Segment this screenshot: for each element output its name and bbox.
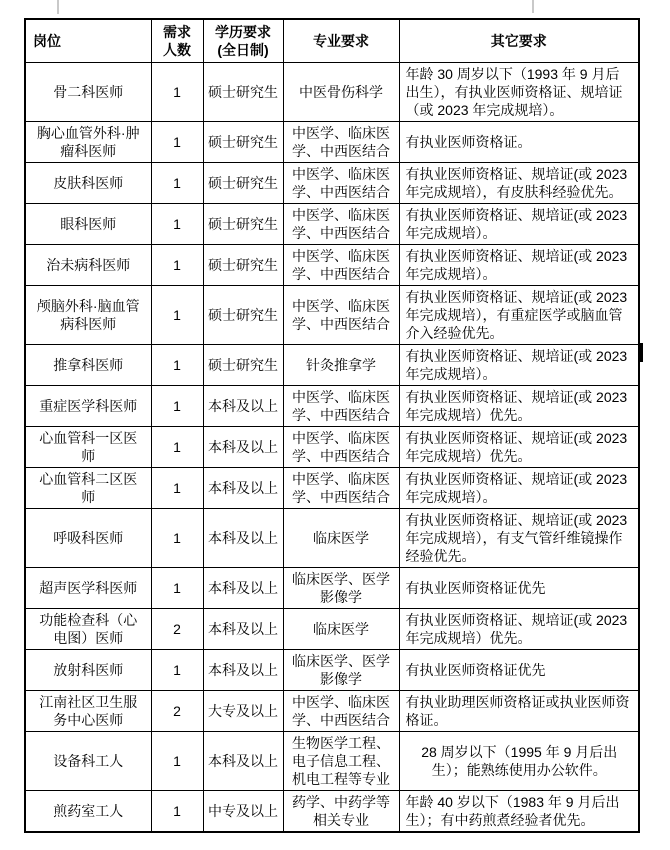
cell-position: 功能检查科（心电图）医师 — [25, 609, 151, 650]
cell-major: 中医学、临床医学、中西医结合 — [283, 691, 399, 732]
header-cell-other: 其它要求 — [399, 19, 639, 63]
table-row — [25, 345, 639, 386]
cell-education: 本科及以上 — [203, 427, 283, 468]
cell-major: 中医学、临床医学、中西医结合 — [283, 286, 399, 345]
table-row — [25, 286, 639, 345]
cell-education: 硕士研究生 — [203, 122, 283, 163]
header-cell-position: 岗位 — [25, 19, 151, 63]
cell-education: 硕士研究生 — [203, 286, 283, 345]
cell-count: 1 — [151, 386, 203, 427]
table-row — [25, 509, 639, 568]
cell-position: 重症医学科医师 — [25, 386, 151, 427]
cell-other: 28 周岁以下（1995 年 9 月后出生）；能熟练使用办公软件。 — [399, 732, 639, 791]
cell-major: 中医学、临床医学、中西医结合 — [283, 245, 399, 286]
table-row — [25, 691, 639, 732]
table-body — [25, 63, 639, 833]
cell-education: 本科及以上 — [203, 650, 283, 691]
table-row — [25, 732, 639, 791]
cell-position: 颅脑外科·脑血管病科医师 — [25, 286, 151, 345]
header-education-line2: (全日制) — [217, 42, 269, 58]
cell-count: 1 — [151, 122, 203, 163]
cell-other: 年龄 40 岁以下（1983 年 9 月后出生）；有中药煎煮经验者优先。 — [399, 791, 639, 833]
cell-major: 中医学、临床医学、中西医结合 — [283, 386, 399, 427]
cell-major: 中医学、临床医学、中西医结合 — [283, 122, 399, 163]
cell-major: 临床医学 — [283, 509, 399, 568]
header-cell-education — [203, 19, 283, 63]
cell-other: 有执业医师资格证优先 — [399, 650, 639, 691]
cell-other: 有执业医师资格证、规培证(或 2023 年完成规培），有皮肤科经验优先。 — [399, 163, 639, 204]
table-row — [25, 650, 639, 691]
header-cell-count — [151, 19, 203, 63]
cell-major: 中医学、临床医学、中西医结合 — [283, 204, 399, 245]
header-count-line1: 需求 — [163, 24, 191, 40]
cell-position: 设备科工人 — [25, 732, 151, 791]
cell-other: 有执业医师资格证、规培证(或 2023 年完成规培），有支气管纤维镜操作经验优先。 — [399, 509, 639, 568]
cell-position: 煎药室工人 — [25, 791, 151, 833]
cell-other: 有执业医师资格证、规培证(或 2023 年完成规培）。 — [399, 468, 639, 509]
cell-other: 有执业医师资格证、规培证(或 2023 年完成规培）。 — [399, 345, 639, 386]
cell-position: 放射科医师 — [25, 650, 151, 691]
cell-position: 超声医学科医师 — [25, 568, 151, 609]
table-row — [25, 791, 639, 833]
cell-position: 心血管科一区医师 — [25, 427, 151, 468]
cell-education: 大专及以上 — [203, 691, 283, 732]
cell-major: 临床医学、医学影像学 — [283, 650, 399, 691]
cell-education: 硕士研究生 — [203, 245, 283, 286]
cell-major: 针灸推拿学 — [283, 345, 399, 386]
cell-other: 有执业医师资格证、规培证(或 2023 年完成规培）优先。 — [399, 609, 639, 650]
cell-count: 1 — [151, 427, 203, 468]
cell-other: 有执业医师资格证、规培证(或 2023 年完成规培）优先。 — [399, 386, 639, 427]
cell-education: 本科及以上 — [203, 732, 283, 791]
table-row — [25, 386, 639, 427]
cell-count: 1 — [151, 245, 203, 286]
cell-education: 本科及以上 — [203, 568, 283, 609]
cell-education: 中专及以上 — [203, 791, 283, 833]
cell-position: 江南社区卫生服务中心医师 — [25, 691, 151, 732]
cell-position: 心血管科二区医师 — [25, 468, 151, 509]
table-row — [25, 63, 639, 122]
table-row — [25, 609, 639, 650]
header-count-line2: 人数 — [163, 42, 191, 58]
cell-education: 本科及以上 — [203, 609, 283, 650]
cell-count: 2 — [151, 691, 203, 732]
cell-position: 治未病科医师 — [25, 245, 151, 286]
page-edge-artifact — [638, 343, 643, 362]
cell-count: 1 — [151, 509, 203, 568]
table-row — [25, 468, 639, 509]
header-education-line1: 学历要求 — [215, 24, 271, 40]
cell-education: 本科及以上 — [203, 386, 283, 427]
cell-position: 推拿科医师 — [25, 345, 151, 386]
cell-other: 有执业医师资格证。 — [399, 122, 639, 163]
cell-education: 硕士研究生 — [203, 163, 283, 204]
cell-count: 1 — [151, 204, 203, 245]
cell-major: 药学、中药学等相关专业 — [283, 791, 399, 833]
header-row — [25, 19, 639, 63]
cell-education: 硕士研究生 — [203, 345, 283, 386]
table-row — [25, 163, 639, 204]
cell-education: 硕士研究生 — [203, 204, 283, 245]
cell-major: 中医骨伤科学 — [283, 63, 399, 122]
table-row — [25, 568, 639, 609]
cell-education: 本科及以上 — [203, 509, 283, 568]
cell-position: 皮肤科医师 — [25, 163, 151, 204]
cell-major: 临床医学、医学影像学 — [283, 568, 399, 609]
cell-other: 有执业医师资格证、规培证(或 2023 年完成规培）优先。 — [399, 427, 639, 468]
recruitment-table — [24, 18, 640, 833]
cell-position: 胸心血管外科·肿瘤科医师 — [25, 122, 151, 163]
cell-education: 本科及以上 — [203, 468, 283, 509]
cell-major: 生物医学工程、电子信息工程、机电工程等专业 — [283, 732, 399, 791]
cell-other: 有执业医师资格证、规培证(或 2023 年完成规培）。 — [399, 204, 639, 245]
cell-count: 1 — [151, 568, 203, 609]
table-row — [25, 122, 639, 163]
table-row — [25, 204, 639, 245]
cell-position: 眼科医师 — [25, 204, 151, 245]
cell-position: 呼吸科医师 — [25, 509, 151, 568]
cell-count: 1 — [151, 650, 203, 691]
header-cell-major: 专业要求 — [283, 19, 399, 63]
cell-other: 有执业医师资格证、规培证(或 2023 年完成规培），有重症医学或脑血管介入经验优先。 — [399, 286, 639, 345]
page-artifact-tick-right — [532, 0, 534, 13]
cell-count: 1 — [151, 732, 203, 791]
cell-major: 中医学、临床医学、中西医结合 — [283, 427, 399, 468]
cell-count: 1 — [151, 468, 203, 509]
cell-count: 2 — [151, 609, 203, 650]
cell-major: 中医学、临床医学、中西医结合 — [283, 468, 399, 509]
cell-other: 有执业助理医师资格证或执业医师资格证。 — [399, 691, 639, 732]
cell-major: 中医学、临床医学、中西医结合 — [283, 163, 399, 204]
cell-other: 有执业医师资格证、规培证(或 2023 年完成规培）。 — [399, 245, 639, 286]
cell-other: 有执业医师资格证优先 — [399, 568, 639, 609]
cell-count: 1 — [151, 345, 203, 386]
table-row — [25, 245, 639, 286]
cell-education: 硕士研究生 — [203, 63, 283, 122]
cell-other: 年龄 30 周岁以下（1993 年 9 月后出生），有执业医师资格证、规培证（或 2023 年完成规培）。 — [399, 63, 639, 122]
page-artifact-tick-left — [57, 0, 59, 14]
cell-position: 骨二科医师 — [25, 63, 151, 122]
cell-major: 临床医学 — [283, 609, 399, 650]
table-row — [25, 427, 639, 468]
cell-count: 1 — [151, 63, 203, 122]
cell-count: 1 — [151, 286, 203, 345]
cell-count: 1 — [151, 791, 203, 833]
cell-count: 1 — [151, 163, 203, 204]
